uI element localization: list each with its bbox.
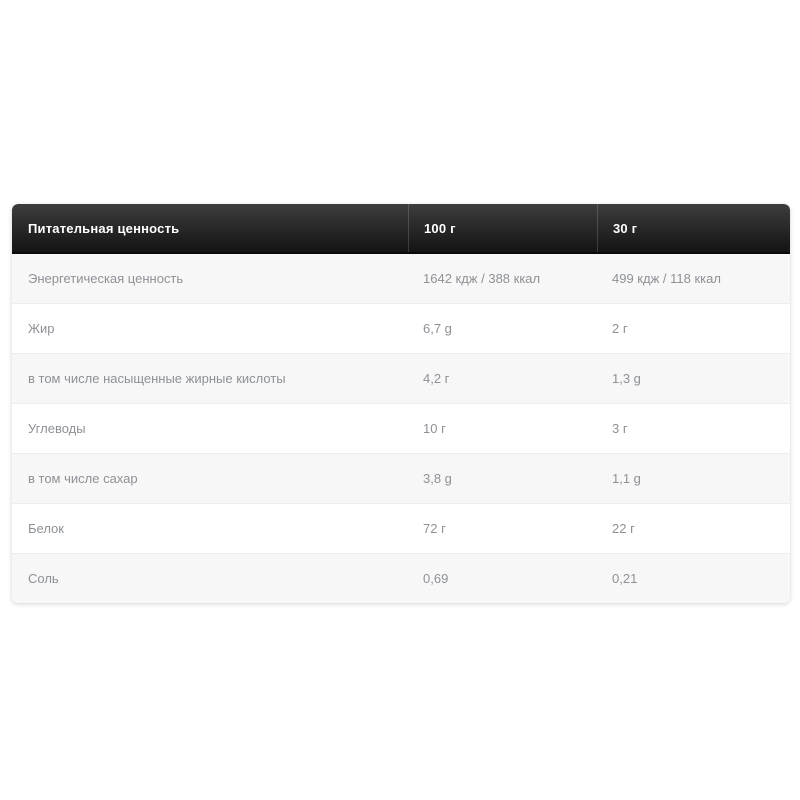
row-label: в том числе насыщенные жирные кислоты: [28, 371, 286, 386]
row-value-30g: 3 г: [612, 421, 628, 436]
table-row-energy: [12, 254, 790, 303]
row-label: Жир: [28, 321, 55, 336]
row-label: Энергетическая ценность: [28, 271, 184, 286]
row-value-100g: 3,8 g: [423, 471, 452, 486]
nutrition-table-header: [12, 204, 790, 254]
row-label: Белок: [28, 521, 64, 536]
row-value-100g: 6,7 g: [423, 321, 452, 336]
row-value-30g: 22 г: [612, 521, 635, 536]
row-value-30g: 0,21: [612, 571, 638, 586]
table-row-fat: [12, 303, 790, 353]
row-value-100g: 4,2 г: [423, 371, 450, 386]
row-value-100g: 10 г: [423, 421, 446, 436]
row-label: Углеводы: [28, 421, 86, 436]
table-row-saturated-fat: [12, 353, 790, 403]
nutrition-table: [12, 204, 790, 603]
row-value-100g: 72 г: [423, 521, 446, 536]
row-value-30g: 499 кдж / 118 ккал: [612, 271, 721, 286]
table-row-salt: [12, 553, 790, 603]
header-cell-per-100g: 100 г: [408, 204, 597, 252]
table-row-protein: [12, 503, 790, 553]
row-label: в том числе сахар: [28, 471, 138, 486]
row-value-100g: 0,69: [423, 571, 449, 586]
table-row-sugar: [12, 453, 790, 503]
header-cell-nutrition-value: Питательная ценность: [28, 220, 180, 236]
table-row-carbohydrates: [12, 403, 790, 453]
row-label: Соль: [28, 571, 59, 586]
row-value-30g: 1,3 g: [612, 371, 641, 386]
row-value-30g: 1,1 g: [612, 471, 641, 486]
row-value-100g: 1642 кдж / 388 ккал: [423, 271, 541, 286]
header-cell-per-30g: 30 г: [597, 204, 790, 252]
row-value-30g: 2 г: [612, 321, 628, 336]
